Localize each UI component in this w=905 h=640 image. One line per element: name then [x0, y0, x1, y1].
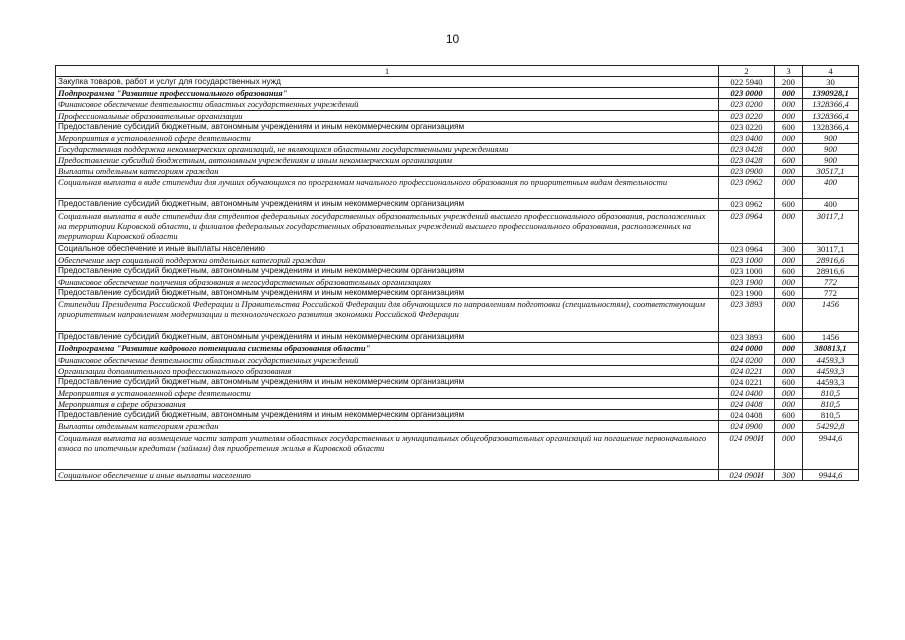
row-name: Мероприятия в установленной сфере деятельности: [56, 132, 719, 143]
row-code: 023 0964: [719, 243, 775, 254]
row-amount: 30117,1: [803, 210, 859, 243]
page-number: 10: [445, 32, 460, 46]
row-amount: 44593,3: [803, 365, 859, 376]
row-expense-type: 000: [775, 210, 803, 243]
row-name: Финансовое обеспечение получения образования в негосударственных образовательных организациях: [56, 276, 719, 287]
table-row: [56, 143, 859, 154]
row-expense-type: 600: [775, 288, 803, 299]
table-row: [56, 332, 859, 343]
table-row: [56, 177, 859, 199]
row-name: Профессиональные образовательные организации: [56, 110, 719, 121]
row-amount: 1456: [803, 332, 859, 343]
row-name: Выплаты отдельным категориям граждан: [56, 421, 719, 432]
row-name: Выплаты отдельным категориям граждан: [56, 166, 719, 177]
row-code: 023 0400: [719, 132, 775, 143]
table-row: [56, 110, 859, 121]
row-expense-type: 000: [775, 88, 803, 99]
table-row: [56, 469, 859, 480]
row-name: Финансовое обеспечение деятельности областных государственных учреждений: [56, 99, 719, 110]
table-row: [56, 132, 859, 143]
row-code: 024 0000: [719, 343, 775, 354]
table-row: [56, 354, 859, 365]
budget-table: [55, 65, 859, 481]
row-code: 023 0428: [719, 143, 775, 154]
row-code: 023 1900: [719, 288, 775, 299]
table-row: [56, 210, 859, 243]
row-code: 024 0900: [719, 421, 775, 432]
row-amount: 1456: [803, 299, 859, 332]
row-name: Мероприятия в сфере образования: [56, 399, 719, 410]
row-amount: 54292,8: [803, 421, 859, 432]
row-expense-type: 000: [775, 365, 803, 376]
row-code: 023 0000: [719, 88, 775, 99]
table-row: [56, 399, 859, 410]
table-row: [56, 288, 859, 299]
row-code: 024 0221: [719, 365, 775, 376]
row-amount: 44593,3: [803, 354, 859, 365]
row-name: Мероприятия в установленной сфере деятельности: [56, 387, 719, 398]
row-name: Социальное обеспечение и иные выплаты населению: [56, 469, 719, 480]
row-amount: 30117,1: [803, 243, 859, 254]
row-amount: 9944,6: [803, 469, 859, 480]
row-code: 023 1900: [719, 276, 775, 287]
row-expense-type: 000: [775, 387, 803, 398]
row-name: Организации дополнительного профессионального образования: [56, 365, 719, 376]
row-code: 023 0220: [719, 121, 775, 132]
row-name: Закупка товаров, работ и услуг для государственных нужд: [56, 77, 719, 88]
row-code: 024 0221: [719, 376, 775, 387]
row-name: Предоставление субсидий бюджетным, автономным учреждениям и иным некоммерческим организациям: [56, 332, 719, 343]
row-amount: 772: [803, 288, 859, 299]
column-header-name: 1: [56, 66, 719, 77]
row-amount: 1328366,4: [803, 121, 859, 132]
row-expense-type: 000: [775, 99, 803, 110]
table-header-row: [56, 66, 859, 77]
row-expense-type: 000: [775, 177, 803, 199]
row-code: 023 0220: [719, 110, 775, 121]
row-name: Социальная выплата на возмещение части затрат учителям областных государственных и муниципальных общеобразовательных организаций на погашение первоначального взноса по ипотечным кредитам (займам) для приобретения жилья в Кировской области: [56, 432, 719, 469]
table-row: [56, 343, 859, 354]
row-name: Предоставление субсидий бюджетным, автономным учреждениям и иным некоммерческим организациям: [56, 121, 719, 132]
row-expense-type: 000: [775, 254, 803, 265]
row-code: 023 0900: [719, 166, 775, 177]
row-expense-type: 000: [775, 276, 803, 287]
row-expense-type: 600: [775, 332, 803, 343]
row-name: Финансовое обеспечение деятельности областных государственных учреждений: [56, 354, 719, 365]
table-row: [56, 387, 859, 398]
row-amount: 400: [803, 177, 859, 199]
row-name: Предоставление субсидий бюджетным, автономным учреждениям и иным некоммерческим организациям: [56, 265, 719, 276]
row-code: 024 0408: [719, 410, 775, 421]
row-amount: 30: [803, 77, 859, 88]
row-name: Предоставление субсидий бюджетным, автономным учреждениям и иным некоммерческим организациям: [56, 410, 719, 421]
row-expense-type: 600: [775, 265, 803, 276]
table-row: [56, 299, 859, 332]
row-code: 023 0964: [719, 210, 775, 243]
row-amount: 9944,6: [803, 432, 859, 469]
row-code: 023 1000: [719, 265, 775, 276]
row-name: Предоставление субсидий бюджетным, автономным учреждениям и иным некоммерческим организациям: [56, 199, 719, 210]
row-name: Государственная поддержка некоммерческих организаций, не являющихся областными государственными учреждениями: [56, 143, 719, 154]
row-amount: 900: [803, 143, 859, 154]
row-amount: 810,5: [803, 410, 859, 421]
row-expense-type: 000: [775, 354, 803, 365]
row-name: Социальная выплата в виде стипендии для студентов федеральных государственных образовательных учреждений высшего профессионального образования, расположенных на территории Кировской области, и филиалов федеральных государственных образовательных учреждений высшего профессионального образования, расположенных на территории Кировской области: [56, 210, 719, 243]
row-code: 023 1000: [719, 254, 775, 265]
row-expense-type: 300: [775, 243, 803, 254]
row-expense-type: 000: [775, 343, 803, 354]
column-header-expense-type: 3: [775, 66, 803, 77]
table-row: [56, 77, 859, 88]
row-expense-type: 000: [775, 421, 803, 432]
table-row: [56, 254, 859, 265]
row-name: Стипендии Президента Российской Федерации и Правительства Российской Федерации для обучающихся по направлениям подготовки (специальностям), соответствующим приоритетным направлениям модернизации и технологического развития экономики Российской Федерации: [56, 299, 719, 332]
row-expense-type: 600: [775, 199, 803, 210]
row-amount: 1328366,4: [803, 110, 859, 121]
row-amount: 810,5: [803, 387, 859, 398]
row-expense-type: 600: [775, 410, 803, 421]
row-amount: 30517,1: [803, 166, 859, 177]
row-expense-type: 000: [775, 399, 803, 410]
row-code: 023 0200: [719, 99, 775, 110]
row-code: 023 0428: [719, 155, 775, 166]
row-name: Подпрограмма "Развитие кадрового потенциала системы образования области": [56, 343, 719, 354]
row-expense-type: 600: [775, 155, 803, 166]
table-row: [56, 276, 859, 287]
row-expense-type: 000: [775, 299, 803, 332]
row-expense-type: 000: [775, 110, 803, 121]
row-expense-type: 200: [775, 77, 803, 88]
table-row: [56, 376, 859, 387]
row-code: 024 090И: [719, 432, 775, 469]
row-expense-type: 600: [775, 376, 803, 387]
row-name: Социальная выплата в виде стипендии для лучших обучающихся по программам начального профессионального образования по приоритетным видам деятельности: [56, 177, 719, 199]
row-name: Предоставление субсидий бюджетным, автономным учреждениям и иным некоммерческим организациям: [56, 288, 719, 299]
row-name: Обеспечение мер социальной поддержки отдельных категорий граждан: [56, 254, 719, 265]
row-amount: 44593,3: [803, 376, 859, 387]
row-amount: 900: [803, 155, 859, 166]
table-row: [56, 99, 859, 110]
row-code: 024 0200: [719, 354, 775, 365]
row-amount: 1328366,4: [803, 99, 859, 110]
row-expense-type: 000: [775, 432, 803, 469]
row-expense-type: 000: [775, 132, 803, 143]
row-code: 024 0400: [719, 387, 775, 398]
row-expense-type: 000: [775, 166, 803, 177]
row-name: Социальное обеспечение и иные выплаты населению: [56, 243, 719, 254]
row-amount: 380813,1: [803, 343, 859, 354]
row-code: 023 0962: [719, 199, 775, 210]
table-row: [56, 265, 859, 276]
row-amount: 28916,6: [803, 254, 859, 265]
row-amount: 900: [803, 132, 859, 143]
row-code: 024 0408: [719, 399, 775, 410]
row-amount: 772: [803, 276, 859, 287]
row-amount: 28916,6: [803, 265, 859, 276]
row-code: 023 3893: [719, 332, 775, 343]
column-header-code: 2: [719, 66, 775, 77]
row-amount: 400: [803, 199, 859, 210]
table-row: [56, 166, 859, 177]
row-name: Предоставление субсидий бюджетным, автономным учреждениям и иным некоммерческим организациям: [56, 376, 719, 387]
column-header-amount: 4: [803, 66, 859, 77]
row-code: 023 0962: [719, 177, 775, 199]
table-row: [56, 155, 859, 166]
row-name: Предоставление субсидий бюджетным, автономным учреждениям и иным некоммерческим организациям: [56, 155, 719, 166]
table-row: [56, 365, 859, 376]
row-expense-type: 000: [775, 143, 803, 154]
row-code: 024 090И: [719, 469, 775, 480]
row-name: Подпрограмма "Развитие профессионального образования": [56, 88, 719, 99]
row-amount: 1390928,1: [803, 88, 859, 99]
row-expense-type: 300: [775, 469, 803, 480]
table-row: [56, 243, 859, 254]
table-row: [56, 421, 859, 432]
table-row: [56, 121, 859, 132]
row-amount: 810,5: [803, 399, 859, 410]
row-code: 023 3893: [719, 299, 775, 332]
table-row: [56, 199, 859, 210]
table-row: [56, 410, 859, 421]
table-row: [56, 88, 859, 99]
row-code: 022 5940: [719, 77, 775, 88]
table-row: [56, 432, 859, 469]
row-expense-type: 600: [775, 121, 803, 132]
